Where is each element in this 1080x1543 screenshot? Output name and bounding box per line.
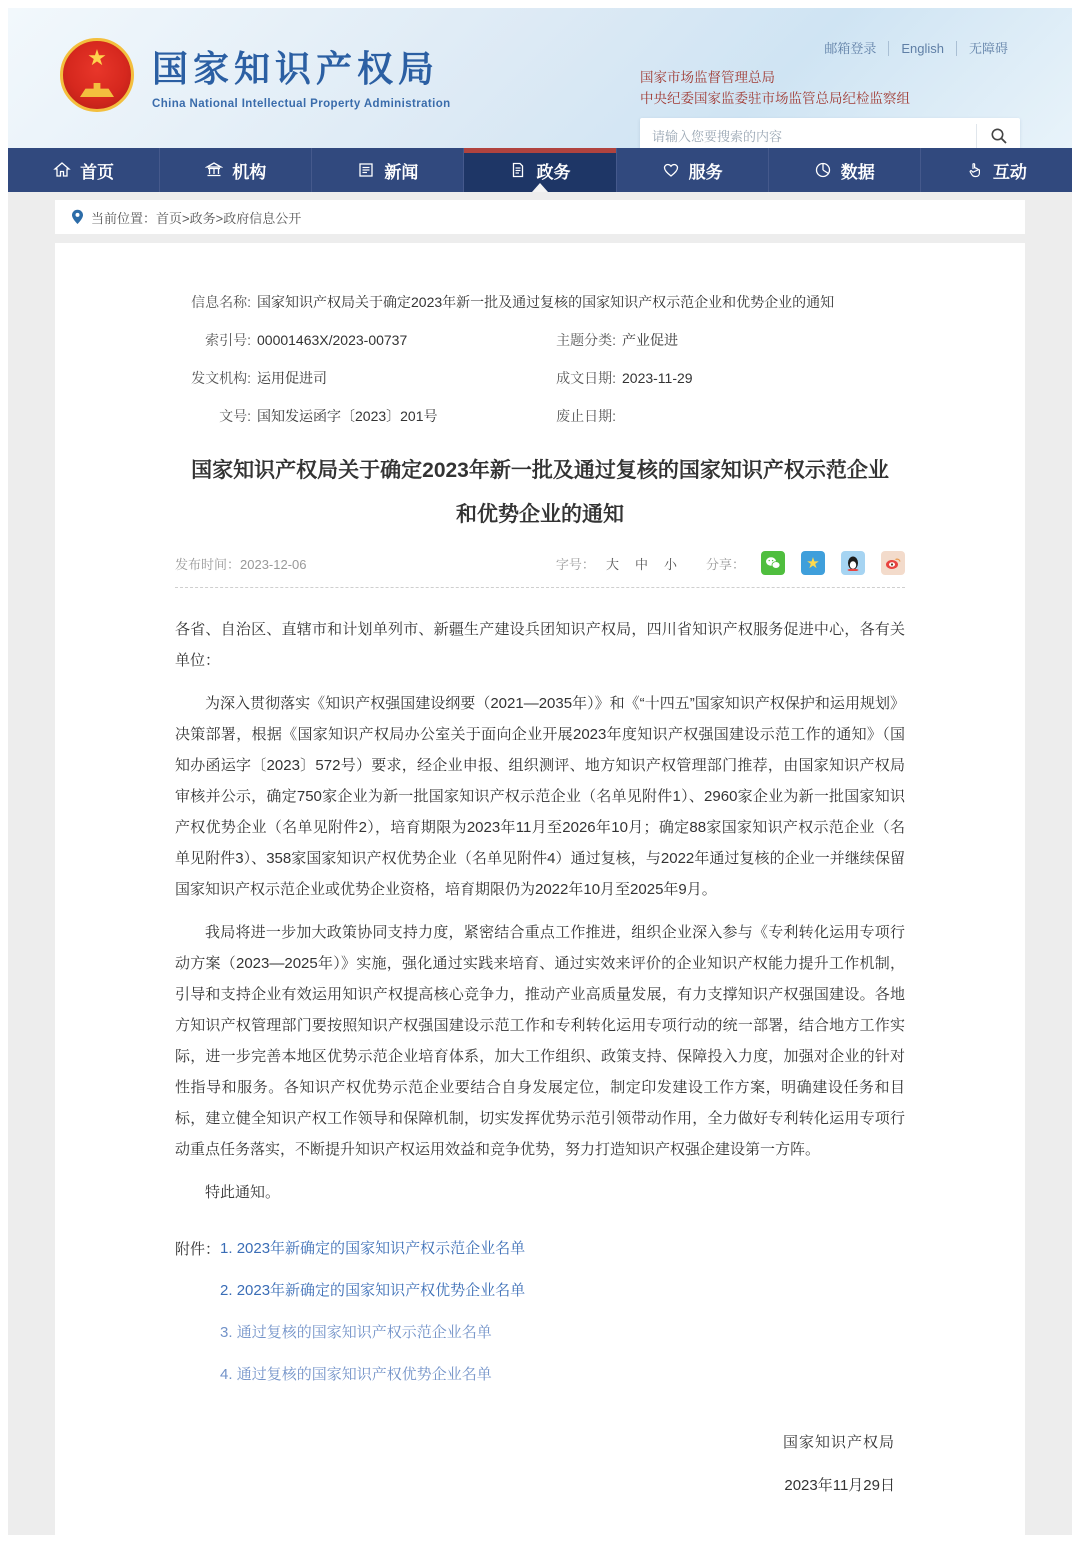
divider bbox=[175, 587, 905, 588]
index-number-value: 00001463X/2023-00737 bbox=[257, 332, 408, 348]
topic-category-value: 产业促进 bbox=[622, 332, 678, 348]
attachments-label: 附件： bbox=[175, 1241, 221, 1258]
publish-time-value: 2023-12-06 bbox=[240, 556, 307, 572]
nav-tab-org[interactable] bbox=[159, 148, 311, 192]
service-heart-icon bbox=[662, 161, 680, 179]
repeal-date-label: 废止日期: bbox=[556, 408, 616, 424]
topic-category-label: 主题分类: bbox=[556, 332, 616, 348]
signature-date: 2023年11月29日 bbox=[784, 1477, 895, 1494]
document-icon bbox=[509, 161, 527, 179]
nav-tab-news[interactable] bbox=[311, 148, 463, 192]
mail-login-link[interactable]: 邮箱登录 bbox=[824, 41, 877, 56]
related-gov-links bbox=[640, 67, 1020, 109]
article-meta-bar bbox=[175, 551, 905, 575]
site-header bbox=[8, 8, 1072, 148]
addressee-paragraph: 各省、自治区、直辖市和计划单列市、新疆生产建设兵团知识产权局，四川省知识产权服务促进中心，各有关单位： bbox=[175, 621, 905, 669]
info-name-value: 国家知识产权局关于确定2023年新一批及通过复核的国家知识产权示范企业和优势企业的通知 bbox=[257, 294, 835, 310]
main-navigation bbox=[8, 148, 1072, 192]
newspaper-icon bbox=[357, 161, 375, 179]
attachment-link-4[interactable]: 4. 通过复核的国家知识产权优势企业名单 bbox=[220, 1366, 492, 1383]
nav-tab-label: 服务 bbox=[688, 162, 723, 182]
info-name-label: 信息名称: bbox=[191, 294, 251, 310]
nav-tab-label: 数据 bbox=[840, 162, 875, 182]
institution-icon bbox=[205, 161, 223, 179]
doc-number-value: 国知发运函字〔2023〕201号 bbox=[257, 408, 438, 424]
nav-tab-label: 政务 bbox=[536, 162, 571, 182]
nav-tab-services[interactable] bbox=[616, 148, 768, 192]
attachment-link-1[interactable]: 1. 2023年新确定的国家知识产权示范企业名单 bbox=[220, 1240, 526, 1257]
breadcrumb-label: 当前位置： bbox=[91, 210, 157, 226]
attachment-link-2[interactable]: 2. 2023年新确定的国家知识产权优势企业名单 bbox=[220, 1282, 526, 1299]
font-size-label: 字号： bbox=[555, 556, 595, 572]
pie-chart-icon bbox=[814, 161, 832, 179]
title-line-2: 和优势企业的通知 bbox=[456, 503, 624, 526]
nav-tab-home[interactable] bbox=[8, 148, 159, 192]
publish-time-label: 发布时间： bbox=[175, 556, 241, 572]
discipline-inspection-link[interactable]: 中央纪委国家监委驻市场监管总局纪检监察组 bbox=[640, 91, 910, 106]
written-date-value: 2023-11-29 bbox=[622, 370, 693, 386]
search-input[interactable] bbox=[640, 118, 976, 148]
body-paragraph-1: 为深入贯彻落实《知识产权强国建设纲要（2021—2035年）》和《“十四五”国家知识产权保护和运用规划》决策部署，根据《国家知识产权局办公室关于面向企业开展2023年度知识产权强国建设示范工作的通知》（国知办函运字〔2023〕572号）要求，经企业申报、组织测评、地方知识产权管理部门推荐，由国家知识产权局审核并公示，确定750家企业为新一批国家知识产权示范企业（名单见附件1）、2960家企业为新一批国家知识产权优势企业（名单见附件2），培育期限为2023年11月至2026年10月；确定88家国家知识产权示范企业（名单见附件3）、358家国家知识产权优势企业（名单见附件4）通过复核，与2022年通过复核的企业一并继续保留国家知识产权示范企业或优势企业资格，培育期限仍为2022年10月至2025年9月。 bbox=[175, 695, 905, 898]
attachment-link-3[interactable]: 3. 通过复核的国家知识产权示范企业名单 bbox=[220, 1324, 492, 1341]
nav-tab-label: 机构 bbox=[232, 162, 267, 182]
font-size-medium-button[interactable]: 中 bbox=[634, 556, 648, 572]
title-line-1: 国家知识产权局关于确定2023年新一批及通过复核的国家知识产权示范企业 bbox=[191, 459, 889, 482]
attachments-section bbox=[175, 1238, 905, 1406]
page-title bbox=[175, 449, 905, 537]
site-logo bbox=[60, 38, 451, 112]
national-emblem-icon: ★ bbox=[60, 38, 134, 112]
signature-agency: 国家知识产权局 bbox=[782, 1434, 895, 1451]
wechat-share-icon[interactable] bbox=[761, 551, 785, 575]
signature-block bbox=[175, 1431, 905, 1495]
index-number-label: 索引号: bbox=[205, 332, 251, 348]
issuing-agency-label: 发文机构: bbox=[191, 370, 251, 386]
nav-tab-data[interactable] bbox=[768, 148, 920, 192]
search-bar bbox=[640, 118, 1020, 148]
written-date-label: 成文日期: bbox=[556, 370, 616, 386]
breadcrumb bbox=[55, 200, 1025, 234]
site-title-en: China National Intellectual Property Administration bbox=[152, 97, 451, 110]
nav-tab-label: 首页 bbox=[80, 162, 115, 182]
weibo-share-icon[interactable] bbox=[881, 551, 905, 575]
utility-links bbox=[640, 38, 1020, 57]
nav-tab-label: 新闻 bbox=[384, 162, 419, 182]
font-size-large-button[interactable]: 大 bbox=[605, 556, 619, 572]
breadcrumb-path[interactable]: 首页>政务>政府信息公开 bbox=[156, 210, 302, 226]
search-button[interactable] bbox=[976, 124, 1020, 148]
doc-meta-table bbox=[175, 283, 905, 435]
accessibility-link[interactable]: 无障碍 bbox=[956, 41, 1020, 56]
site-title: 国家知识产权局 bbox=[152, 47, 440, 89]
nav-tab-government-affairs[interactable] bbox=[463, 148, 615, 192]
share-label: 分享： bbox=[705, 556, 745, 572]
closing-paragraph: 特此通知。 bbox=[205, 1184, 281, 1201]
qq-share-icon[interactable] bbox=[841, 551, 865, 575]
search-icon bbox=[990, 127, 1008, 145]
location-pin-icon bbox=[71, 209, 84, 225]
home-icon bbox=[53, 161, 71, 179]
body-paragraph-2: 我局将进一步加大政策协同支持力度，紧密结合重点工作推进，组织企业深入参与《专利转化运用专项行动方案（2023—2025年）》实施，强化通过实践来培育、通过实效来评价的企业知识产权能力提升工作机制，引导和支持企业有效运用知识产权提高核心竞争力，推动产业高质量发展，有力支撑知识产权强国建设。各地方知识产权管理部门要按照知识产权强国建设示范工作和专利转化运用专项行动的统一部署，结合地方工作实际，进一步完善本地区优势示范企业培育体系，加大工作组织、政策支持、保障投入力度，加强对企业的针对性指导和服务。各知识产权优势示范企业要结合自身发展定位，制定印发建设工作方案，明确建设任务和目标，建立健全知识产权工作领导和保障机制，切实发挥优势示范引领带动作用，全力做好专利转化运用专项行动重点任务落实，不断提升知识产权运用效益和竞争优势，努力打造知识产权强企建设第一方阵。 bbox=[175, 924, 905, 1158]
issuing-agency-value: 运用促进司 bbox=[257, 370, 327, 386]
nav-tab-label: 互动 bbox=[992, 162, 1027, 182]
doc-number-label: 文号: bbox=[219, 408, 251, 424]
article-body bbox=[175, 614, 905, 1208]
document-card bbox=[55, 243, 1025, 1535]
qzone-share-icon[interactable]: ★ bbox=[801, 551, 825, 575]
font-size-small-button[interactable]: 小 bbox=[663, 556, 677, 572]
nav-tab-interaction[interactable] bbox=[920, 148, 1072, 192]
hand-pointer-icon bbox=[966, 161, 984, 179]
english-link[interactable]: English bbox=[888, 41, 956, 56]
samr-link[interactable]: 国家市场监督管理总局 bbox=[640, 70, 775, 85]
